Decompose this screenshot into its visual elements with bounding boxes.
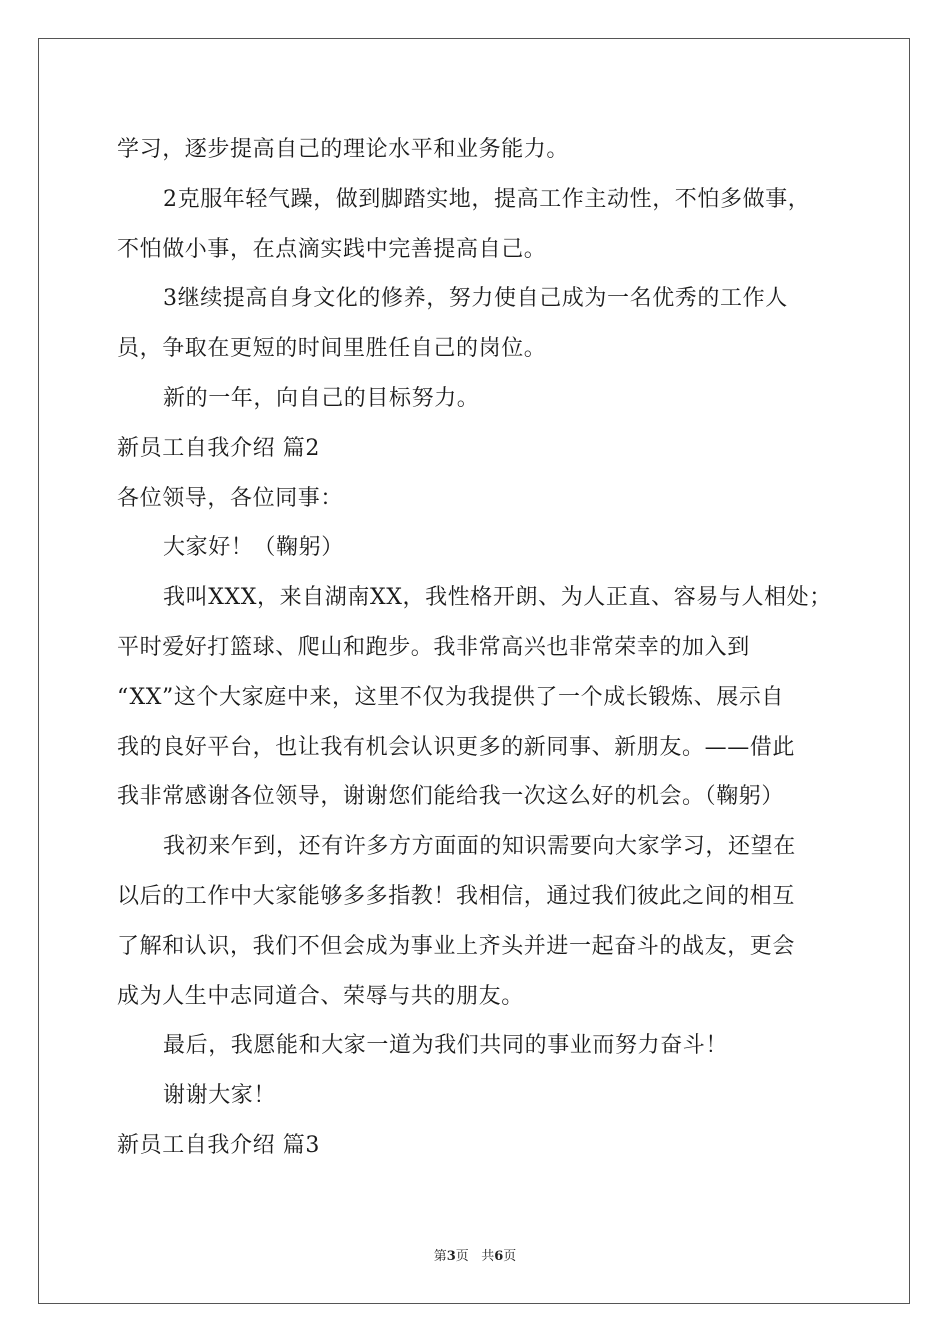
page-prefix: 第	[433, 1249, 447, 1264]
text-line: 我叫XXX，来自湖南XX，我性格开朗、为人正直、容易与人相处；	[163, 585, 832, 611]
text-line: 最后，我愿能和大家一道为我们共同的事业而努力奋斗！	[163, 1033, 729, 1059]
text-line: 3继续提高自身文化的修养，努力使自己成为一名优秀的工作人	[163, 286, 788, 312]
section-heading: 新员工自我介绍 篇3	[117, 1132, 320, 1158]
text-line: 大家好！（鞠躬）	[163, 535, 344, 561]
text-line: 了解和认识，我们不但会成为事业上齐头并进一起奋斗的战友，更会	[117, 933, 796, 959]
text-line: 我的良好平台，也让我有机会认识更多的新同事、新朋友。——借此	[117, 734, 796, 760]
text-line: 2克服年轻气躁，做到脚踏实地，提高工作主动性，不怕多做事，	[163, 186, 811, 212]
salutation: 各位领导，各位同事：	[117, 485, 344, 511]
text-line: 我初来乍到，还有许多方方面面的知识需要向大家学习，还望在	[163, 834, 796, 860]
total-prefix: 共	[481, 1249, 495, 1264]
total-suffix: 页	[503, 1249, 517, 1264]
text-line: 成为人生中志同道合、荣辱与共的朋友。	[117, 983, 524, 1009]
text-line: 新的一年，向自己的目标努力。	[163, 385, 480, 411]
text-line: “XX”这个大家庭中来，这里不仅为我提供了一个成长锻炼、展示自	[117, 684, 785, 710]
text-line: 以后的工作中大家能够多多指教！我相信，通过我们彼此之间的相互	[117, 883, 796, 909]
text-line: 员，争取在更短的时间里胜任自己的岗位。	[117, 336, 547, 362]
text-line: 谢谢大家！	[163, 1083, 277, 1109]
page-suffix: 页	[455, 1249, 469, 1264]
document-body	[117, 125, 837, 1171]
text-line: 学习，逐步提高自己的理论水平和业务能力。	[117, 137, 570, 162]
text-line: 我非常感谢各位领导，谢谢您们能给我一次这么好的机会。（鞠躬）	[117, 784, 785, 810]
total-pages: 6	[494, 1249, 504, 1264]
text-line: 平时爱好打篮球、爬山和跑步。我非常高兴也非常荣幸的加入到	[117, 634, 750, 660]
page-footer	[0, 1245, 950, 1264]
text-line: 不怕做小事，在点滴实践中完善提高自己。	[117, 236, 547, 262]
page-number: 3	[446, 1249, 456, 1264]
section-heading: 新员工自我介绍 篇2	[117, 435, 320, 461]
